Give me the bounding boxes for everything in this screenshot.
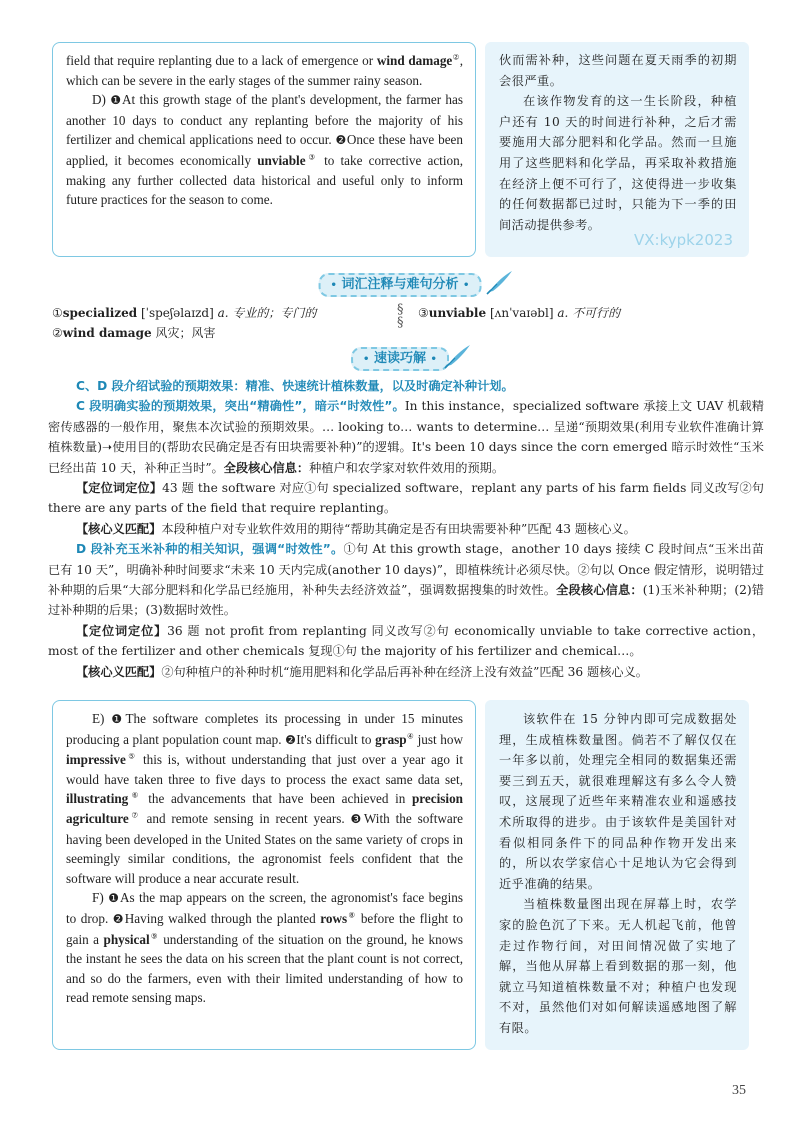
vocab-impressive: impressive bbox=[66, 752, 126, 768]
vocab-item-unviable: ③unviable [ʌnˈvaɪəbl] a. 不可行的 bbox=[418, 306, 621, 320]
top-chinese-text: 伙而需补种，这些问题在夏天雨季的初期会很严重。 在该作物发育的这一生长阶段，种植户还有 10 天的时间进行补种，之后才需要施用大部分肥料和化学品。然而一旦施用了这些肥料和化学品，再采取补救措施在经济上便不可行了，这使得进一步收集的任何数据都已过时，只能为下一季的田间活动提供参考。 bbox=[499, 53, 737, 232]
analysis-c: C 段明确实验的预期效果，突出“精确性”，暗示“时效性”。In this instance，specialized software 承接上文 UAV 机载精密传感器的一般作用，聚焦本次试验的预期效果。… looking to… wants to determine… 呈递“预期效果(利用专业软件准确计算植株数量)➝使用目的(帮助农民确定是否有田块需要补种)”的逻辑。It's been 10 days since the corn emerged 暗示时效性“玉米已经出苗 10 天，补种正当时”。全段核心信息：种植户和农学家对软件效用的预期。 bbox=[48, 399, 764, 475]
top-english-box bbox=[52, 42, 476, 257]
quill-icon bbox=[485, 268, 515, 296]
continuation-paragraph: field that require replanting due to a lack of emergence or wind damage②, which can be severe in the early stages of the summer rainy season. bbox=[66, 52, 464, 88]
vocab-item-wind-damage: ②wind damage 风灾；风害 bbox=[52, 326, 216, 340]
bottom-chinese-box bbox=[485, 700, 749, 1050]
vocab-precision-agriculture: precision agriculture bbox=[66, 791, 463, 826]
analysis-summary: C、D 段介绍试验的预期效果：精准、快速统计植株数量，以及时确定补种计划。 bbox=[76, 379, 514, 393]
quill-icon-2 bbox=[443, 342, 473, 370]
paragraph-e: E) ❶The software completes its processing in under 15 minutes producing a plant population count map. ❷It's difficult to grasp④ just how impressive⑤ this is, without understanding that just over a year ago it would have taken three to five days to process the exact same data set, illustrating⑥ the advancements that have been achieved in precision agriculture⑦ and remote sensing in recent years. ❸With the software having been developed in the United States on the same variety of crops in seemingly similar conditions, the agronomist feels confident that the software will produce a near accurate result. bbox=[66, 711, 464, 886]
analysis-d-locate: 【定位词定位】36 题 not profit from replanting 同义改写②句 economically unviable to take corrective action，most of the fertilizer and other chemicals 复现①句 the majority of his fertilizer and chemical…。 bbox=[48, 623, 765, 659]
watermark: VX:kypk2023 bbox=[633, 231, 733, 249]
bottom-english-text bbox=[66, 709, 463, 1008]
analysis-c-match: 【核心义匹配】本段种植户对专业软件效用的期待“帮助其确定是否有田块需要补种”匹配 43 题核心义。 bbox=[76, 521, 636, 536]
top-english-text bbox=[66, 51, 463, 210]
vocab-physical: physical bbox=[103, 931, 150, 947]
bottom-chinese-text: 该软件在 15 分钟内即可完成数据处理，生成植株数量图。倘若不了解仅仅在一年多以前，处理完全相同的数据集还需要三到五天，就很难理解这有多么令人赞叹，这展现了近些年来精准农业和遥感技术所取得的进步。由于该软件是美国针对看似相同条件下的同品种作物开发出来的，所以农学家信心十足地认为它会得到近乎准确的结果。 当植株数量图出现在屏幕上时，农学家的脸色沉了下来。无人机起飞前，他曾走过作物行间，对田间情况做了实地了解，当他从屏幕上看到数据的那一刻，他就立马知道植株数量不对；种植户也发现不对，虽然他们对如何解读遥感地图了解有限。 bbox=[499, 712, 737, 1035]
vocab-unviable: unviable bbox=[257, 152, 306, 168]
paragraph-f: F) ❶As the map appears on the screen, the agronomist's face begins to drop. ❷Having walked through the planted rows⑧ before the flight to gain a physical⑨ understanding of the situation on the ground, he knows the instant he sees the data on his screen that the plant count is not correct, and so do the farmers, even with their limited understanding of how to read remote sensing maps. bbox=[66, 890, 464, 1006]
vocab-item-specialized: ①specialized [ˈspeʃəlaɪzd] a. 专业的；专门的 bbox=[52, 306, 317, 320]
top-chinese-box bbox=[485, 42, 749, 257]
vocab-wind-damage: wind damage bbox=[376, 53, 453, 68]
vocab-illustrating: illustrating bbox=[66, 791, 129, 807]
vocab-banner: • 词汇注释与难句分析 • bbox=[319, 273, 482, 297]
vocab-divider: § § bbox=[397, 302, 404, 330]
paragraph-d: D) ❶At this growth stage of the plant's development, the farmer has another 10 days to conduct any replanting before the majority of his fertilizer and chemical applications need to occur. ❷Once these have been applied, it becomes economically unviable③ to take corrective action, making any further collected data historical and useful only to inform future practices for the season to come. bbox=[66, 92, 463, 208]
vocab-grasp: grasp bbox=[375, 731, 407, 747]
vocab-rows: rows bbox=[320, 910, 348, 926]
analysis-section bbox=[48, 376, 764, 682]
analysis-c-locate: 【定位词定位】43 题 the software 对应①句 specialized software，replant any parts of his farm fields 同义改写②句 there are any parts of the field that require replanting。 bbox=[48, 481, 764, 516]
speed-banner: • 速读巧解 • bbox=[351, 347, 449, 371]
page-number: 35 bbox=[732, 1083, 746, 1098]
bottom-english-box bbox=[52, 700, 476, 1050]
analysis-d: D 段补充玉米补种的相关知识，强调“时效性”。①句 At this growth stage，another 10 days 接续 C 段时间点“玉米出苗已有 10 天”，明确补种时间要求“未来 10 天内完成(another 10 days)”，即植株统计必须尽快。②句以 Once 假定情形，说明错过补种期的后果“大部分肥料和化学品已经施用，补种失去经济效益”，强调数据搜集的时效性。全段核心信息：(1)玉米补种期；(2)错过补种期的后果；(3)数据时效性。 bbox=[48, 542, 764, 618]
analysis-d-match: 【核心义匹配】②句种植户的补种时机“施用肥料和化学品后再补种在经济上没有效益”匹配 36 题核心义。 bbox=[76, 664, 648, 679]
